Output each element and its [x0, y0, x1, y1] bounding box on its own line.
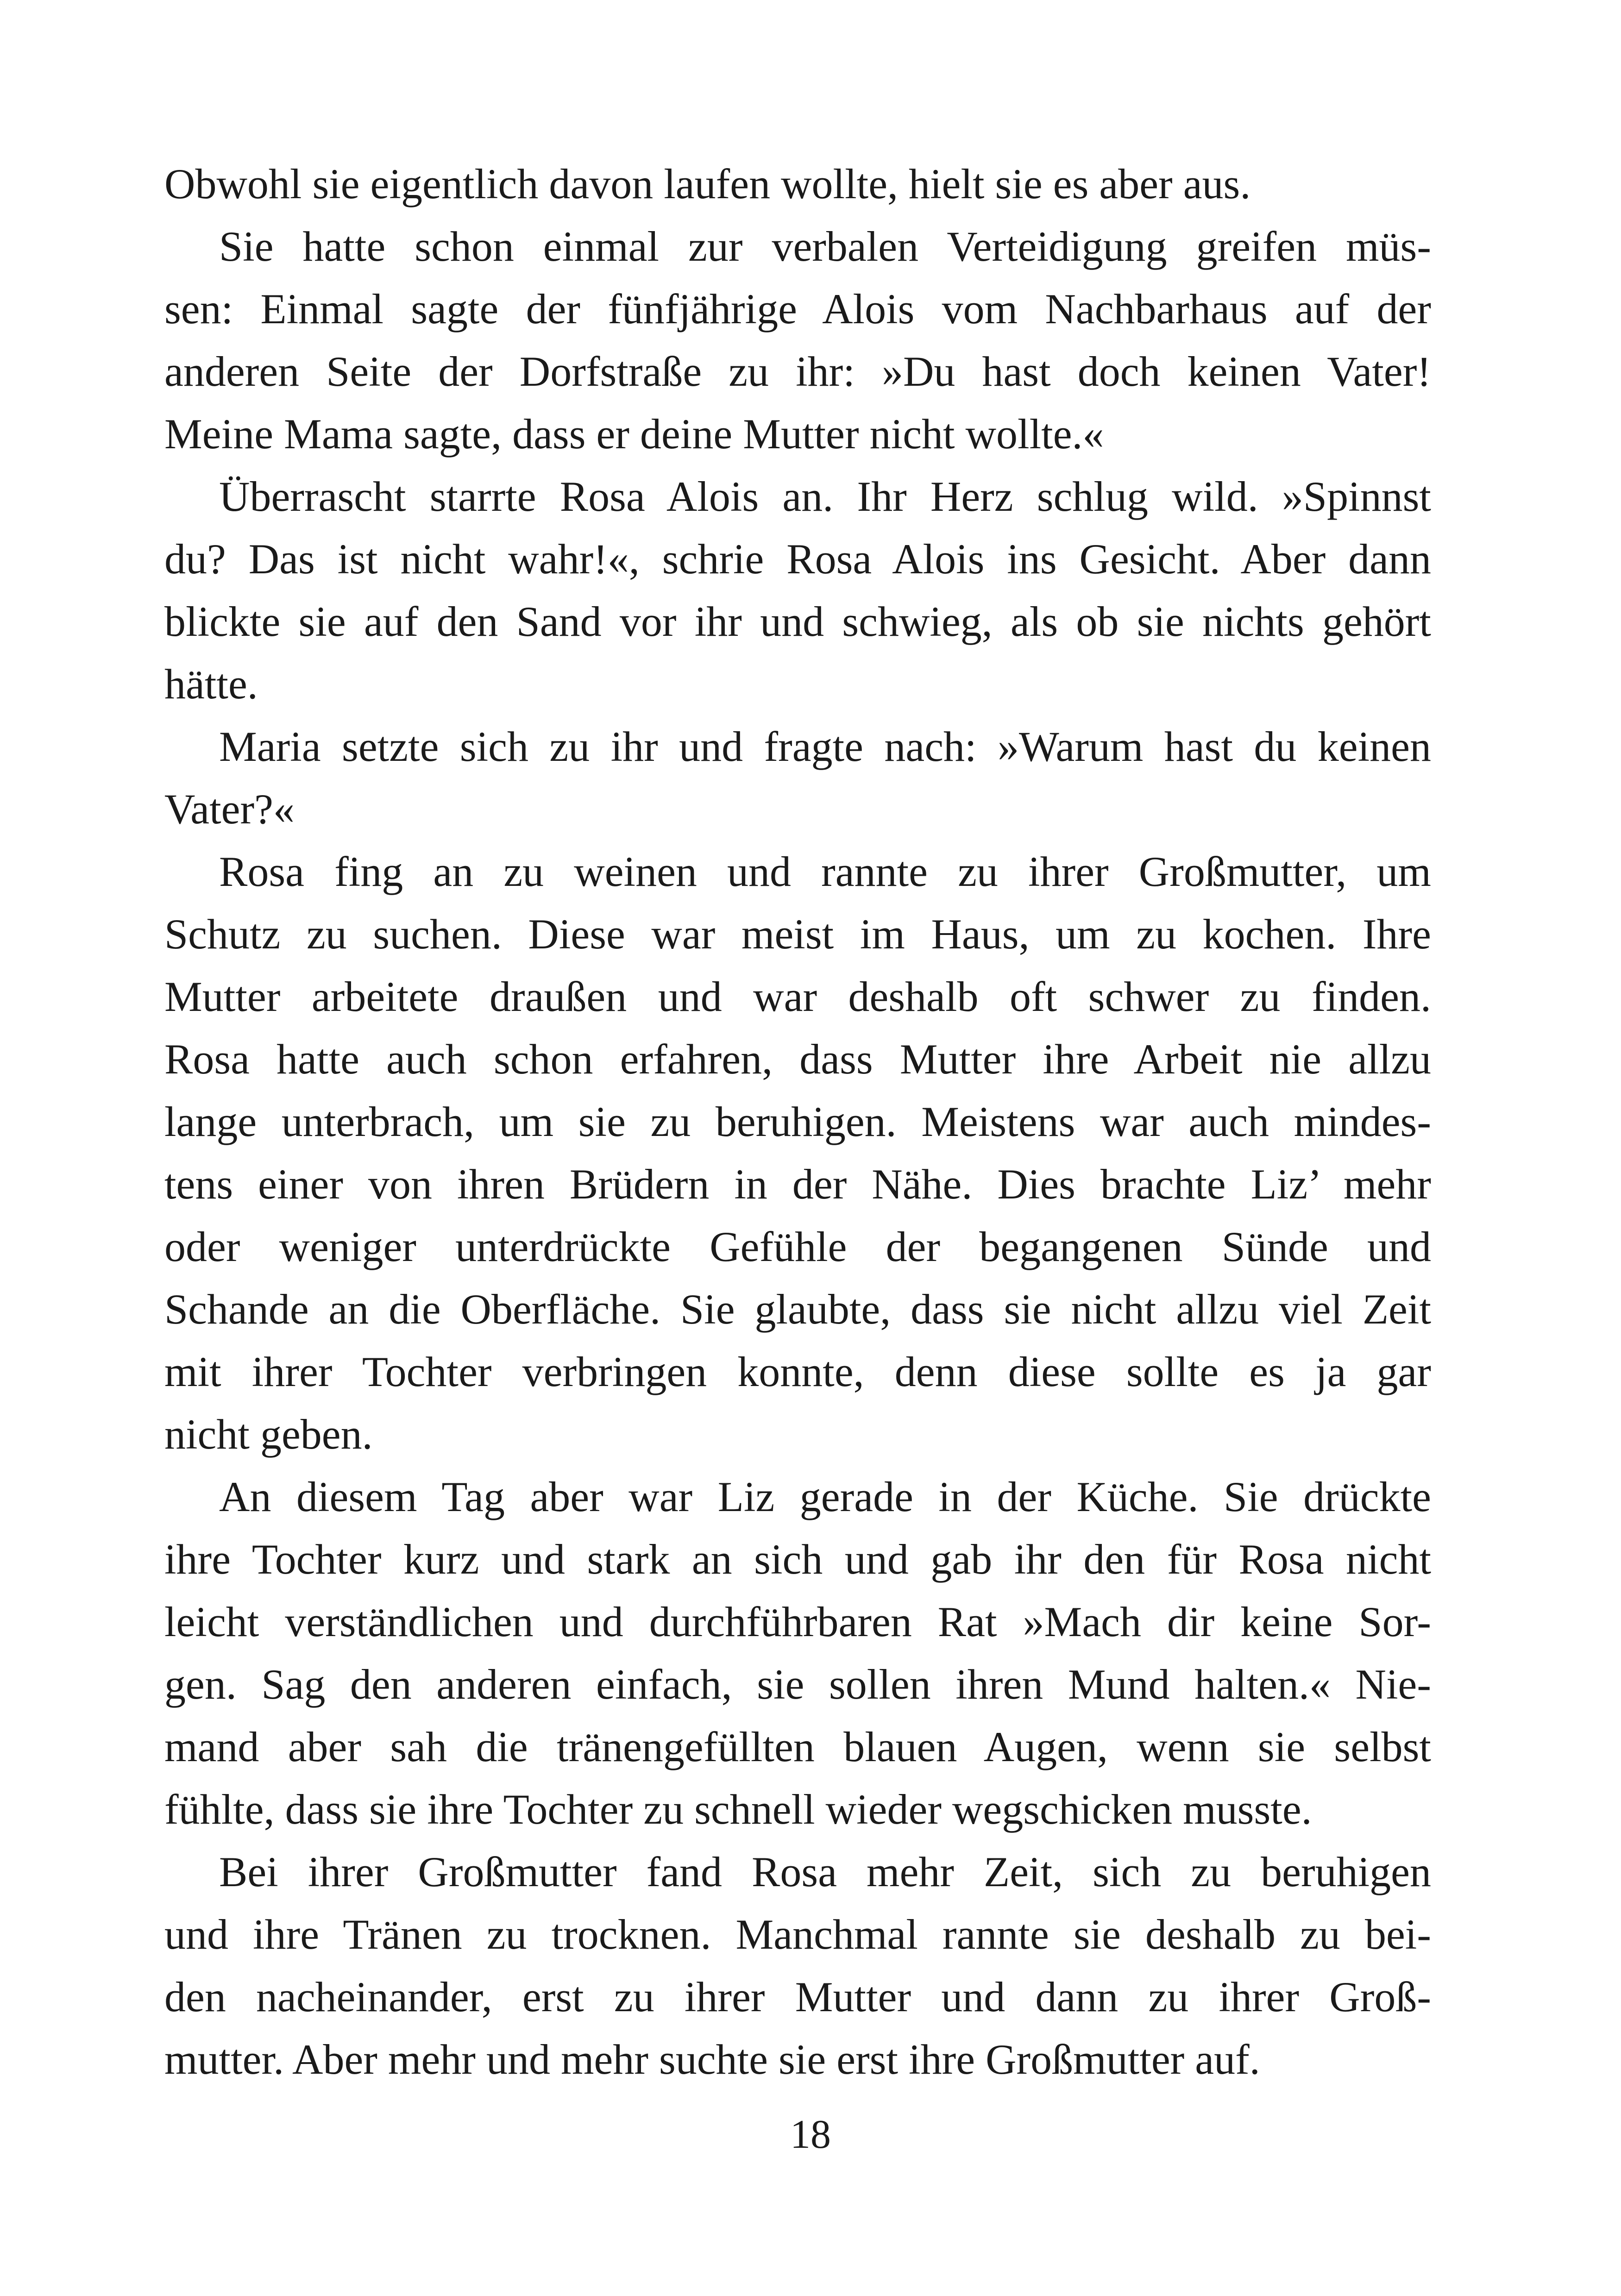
text-line: lange unterbrach, um sie zu beruhigen. Meistens war auch mindes-	[164, 1098, 1431, 1145]
text-line: sen: Einmal sagte der fünfjährige Alois vom Nachbarhaus auf der	[164, 285, 1431, 332]
text-line: An diesem Tag aber war Liz gerade in der Küche. Sie drückte	[219, 1473, 1431, 1520]
text-line: Mutter arbeitete draußen und war deshalb oft schwer zu finden.	[164, 973, 1431, 1020]
text-line: fühlte, dass sie ihre Tochter zu schnell wieder wegschicken musste.	[164, 1786, 1312, 1833]
page-number: 18	[790, 2112, 831, 2157]
text-line: Sie hatte schon einmal zur verbalen Verteidigung greifen müs-	[219, 223, 1431, 270]
text-line: den nacheinander, erst zu ihrer Mutter und dann zu ihrer Groß-	[164, 1973, 1431, 2020]
text-line: und ihre Tränen zu trocknen. Manchmal rannte sie deshalb zu bei-	[164, 1911, 1431, 1958]
body-text	[164, 153, 1431, 2091]
text-line: Rosa fing an zu weinen und rannte zu ihrer Großmutter, um	[219, 848, 1431, 895]
text-line: Rosa hatte auch schon erfahren, dass Mutter ihre Arbeit nie allzu	[164, 1035, 1431, 1083]
text-line: leicht verständlichen und durchführbaren Rat »Mach dir keine Sor-	[164, 1598, 1431, 1645]
text-line: hätte.	[164, 660, 258, 708]
text-line: Vater?«	[164, 785, 295, 833]
text-line: Schande an die Oberfläche. Sie glaubte, dass sie nicht allzu viel Zeit	[164, 1286, 1431, 1333]
text-line: ihre Tochter kurz und stark an sich und gab ihr den für Rosa nicht	[164, 1536, 1431, 1583]
text-line: Maria setzte sich zu ihr und fragte nach: »Warum hast du keinen	[219, 723, 1431, 770]
text-line: oder weniger unterdrückte Gefühle der begangenen Sünde und	[164, 1223, 1431, 1270]
text-line: du? Das ist nicht wahr!«, schrie Rosa Alois ins Gesicht. Aber dann	[164, 535, 1431, 583]
text-line: Obwohl sie eigentlich davon laufen wollte, hielt sie es aber aus.	[164, 160, 1251, 207]
text-line: mutter. Aber mehr und mehr suchte sie erst ihre Großmutter auf.	[164, 2036, 1260, 2083]
text-line: tens einer von ihren Brüdern in der Nähe. Dies brachte Liz’ mehr	[164, 1161, 1431, 1208]
text-line: mit ihrer Tochter verbringen konnte, denn diese sollte es ja gar	[164, 1348, 1431, 1395]
text-line: Meine Mama sagte, dass er deine Mutter nicht wollte.«	[164, 410, 1104, 458]
text-line: gen. Sag den anderen einfach, sie sollen ihren Mund halten.« Nie-	[164, 1661, 1431, 1708]
text-line: anderen Seite der Dorfstraße zu ihr: »Du hast doch keinen Vater!	[164, 348, 1431, 395]
text-line: Überrascht starrte Rosa Alois an. Ihr Herz schlug wild. »Spinnst	[219, 473, 1431, 520]
text-line: Bei ihrer Großmutter fand Rosa mehr Zeit, sich zu beruhigen	[219, 1848, 1431, 1895]
text-line: blickte sie auf den Sand vor ihr und schwieg, als ob sie nichts gehört	[164, 598, 1431, 645]
text-line: mand aber sah die tränengefüllten blauen Augen, wenn sie selbst	[164, 1723, 1431, 1770]
text-line: Schutz zu suchen. Diese war meist im Haus, um zu kochen. Ihre	[164, 910, 1431, 958]
text-line: nicht geben.	[164, 1411, 373, 1458]
